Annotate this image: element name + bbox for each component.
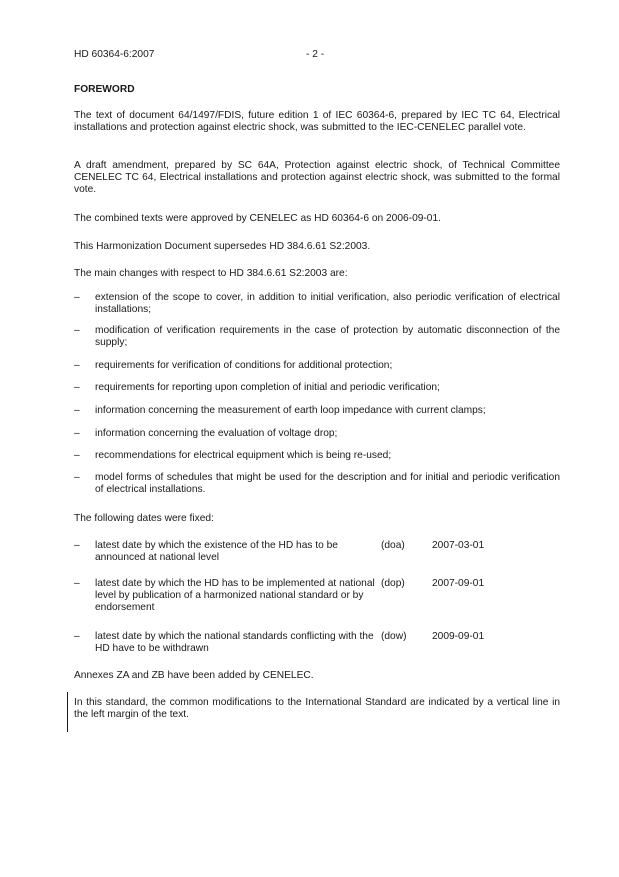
date-description: latest date by which the existence of the HD has to be announced at national level (95, 540, 338, 563)
date-abbreviation: (doa) (381, 540, 405, 551)
list-item-text: information concerning the measurement of earth loop impedance with current clamps; (95, 405, 486, 416)
bullet-dash: – (74, 360, 80, 371)
bullet-dash: – (74, 428, 80, 439)
bullet-dash: – (74, 450, 80, 461)
bullet-dash: – (74, 472, 80, 483)
bullet-dash: – (74, 540, 80, 551)
date-description: latest date by which the HD has to be implemented at national level by publication of a harmonized national standard or by endorsement (95, 578, 375, 613)
list-item (74, 428, 560, 440)
list-item-text: requirements for verification of conditions for additional protection; (95, 360, 393, 371)
dates-intro: The following dates were fixed: (74, 513, 214, 524)
modification-margin-line (67, 692, 68, 732)
bullet-dash: – (74, 405, 80, 416)
list-item-text: requirements for reporting upon completion of initial and periodic verification; (95, 382, 440, 393)
intro-paragraph: The text of document 64/1497/FDIS, future edition 1 of IEC 60364-6, prepared by IEC TC 64, Electrical installations and protection against electric shock, was submitted to the IEC-CENELEC parallel vote. (74, 110, 560, 133)
list-item-text: information concerning the evaluation of voltage drop; (95, 428, 338, 439)
supersedes-paragraph: This Harmonization Document supersedes HD 384.6.61 S2:2003. (74, 241, 371, 252)
date-value: 2007-03-01 (432, 540, 485, 551)
bullet-dash: – (74, 292, 80, 303)
list-item-text: modification of verification requirements in the case of protection by automatic disconnection of the supply; (95, 325, 560, 348)
document-id: HD 60364-6:2007 (74, 49, 155, 60)
changes-intro: The main changes with respect to HD 384.6.61 S2:2003 are: (74, 268, 348, 279)
list-item (74, 405, 560, 417)
list-item (74, 472, 560, 496)
bullet-dash: – (74, 325, 80, 336)
modifications-note: In this standard, the common modifications to the International Standard are indicated by a vertical line in the left margin of the text. (74, 697, 560, 720)
section-title: FOREWORD (74, 84, 135, 95)
bullet-dash: – (74, 578, 80, 589)
page-number: - 2 - (306, 49, 325, 60)
list-item-text: model forms of schedules that might be used for the description and for initial and periodic verification of electrical installations. (95, 472, 560, 495)
date-value: 2009-09-01 (432, 631, 485, 642)
list-item (74, 360, 560, 372)
approval-paragraph: The combined texts were approved by CENELEC as HD 60364-6 on 2006-09-01. (74, 213, 441, 224)
list-item (74, 292, 560, 316)
list-item (74, 382, 560, 394)
list-item-text: recommendations for electrical equipment which is being re-used; (95, 450, 392, 461)
date-description: latest date by which the national standards conflicting with the HD have to be withdrawn (95, 631, 374, 654)
annexes-paragraph: Annexes ZA and ZB have been added by CENELEC. (74, 670, 314, 681)
list-item (74, 450, 560, 462)
bullet-dash: – (74, 382, 80, 393)
date-value: 2007-09-01 (432, 578, 485, 589)
draft-amendment-paragraph: A draft amendment, prepared by SC 64A, Protection against electric shock, of Technical Committee CENELEC TC 64, Electrical installations and protection against electric shock, was submitted to the formal vote. (74, 160, 560, 195)
list-item (74, 325, 560, 349)
date-abbreviation: (dop) (381, 578, 405, 589)
bullet-dash: – (74, 631, 80, 642)
date-abbreviation: (dow) (381, 631, 407, 642)
list-item-text: extension of the scope to cover, in addition to initial verification, also periodic verification of electrical installations; (95, 292, 560, 315)
